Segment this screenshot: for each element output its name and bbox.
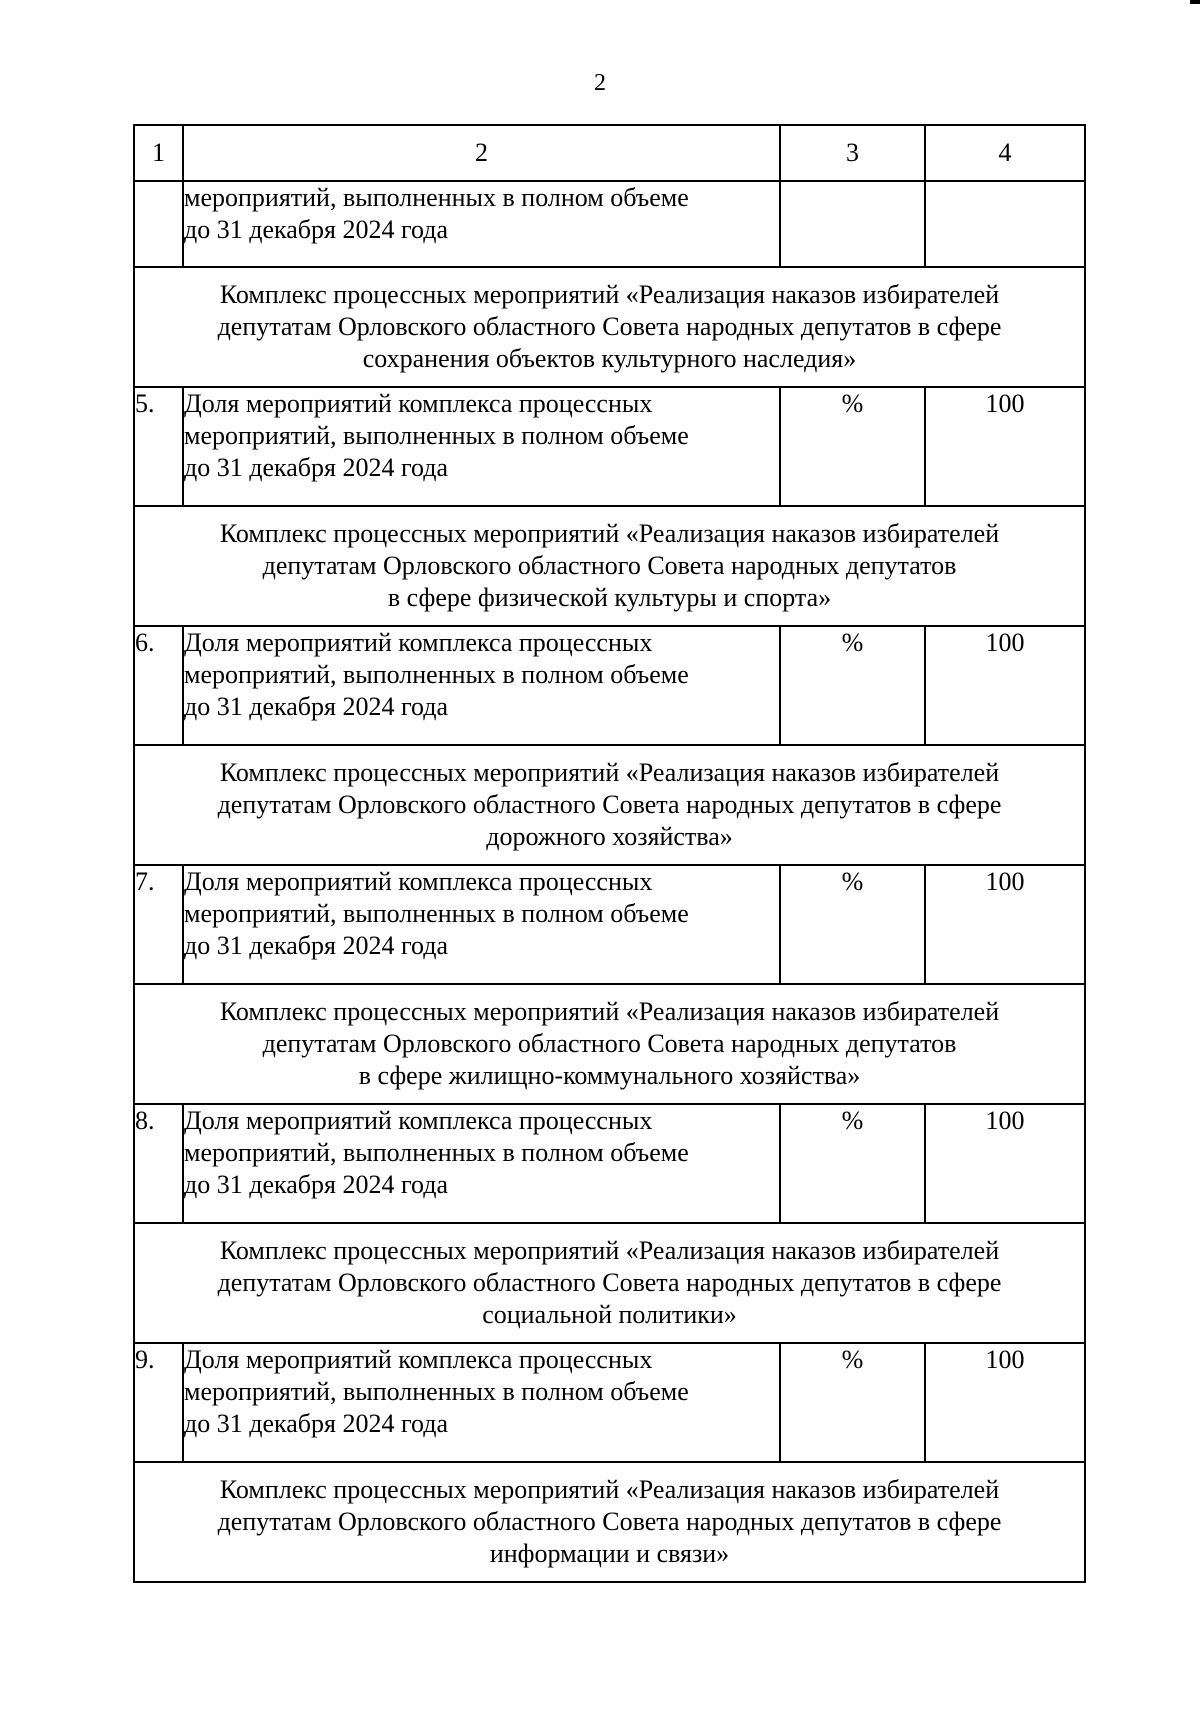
- row-unit: [780, 181, 925, 267]
- row-value: 100: [925, 1104, 1085, 1223]
- row-number: 5.: [134, 387, 183, 506]
- table-row: [134, 865, 1085, 984]
- header-cell-3: 3: [780, 125, 925, 181]
- table-row: [134, 626, 1085, 745]
- row-number: 7.: [134, 865, 183, 984]
- header-cell-1: 1: [134, 125, 183, 181]
- row-number: 6.: [134, 626, 183, 745]
- table-header-row: [134, 125, 1085, 181]
- row-unit: %: [780, 1343, 925, 1462]
- section-title: Комплекс процессных мероприятий «Реализация наказов избирателей депутатам Орловского областного Совета народных депутатов в сфере жилищно-коммунального хозяйства»: [134, 984, 1085, 1104]
- row-unit: %: [780, 1104, 925, 1223]
- section-row: [134, 1462, 1085, 1582]
- section-row: [134, 1223, 1085, 1343]
- table-row: [134, 387, 1085, 506]
- indicators-table: [133, 124, 1086, 1583]
- row-description: мероприятий, выполненных в полном объеме до 31 декабря 2024 года: [183, 181, 780, 267]
- section-row: [134, 745, 1085, 865]
- row-number: 8.: [134, 1104, 183, 1223]
- section-title: Комплекс процессных мероприятий «Реализация наказов избирателей депутатам Орловского областного Совета народных депутатов в сфере информации и связи»: [134, 1462, 1085, 1582]
- row-number-cell: [134, 181, 183, 267]
- row-description: Доля мероприятий комплекса процессных мероприятий, выполненных в полном объеме до 31 декабря 2024 года: [183, 1104, 780, 1223]
- table-row: [134, 1104, 1085, 1223]
- header-cell-2: 2: [183, 125, 780, 181]
- section-row: [134, 267, 1085, 387]
- row-number: 9.: [134, 1343, 183, 1462]
- section-title: Комплекс процессных мероприятий «Реализация наказов избирателей депутатам Орловского областного Совета народных депутатов в сфере сохранения объектов культурного наследия»: [134, 267, 1085, 387]
- section-title: Комплекс процессных мероприятий «Реализация наказов избирателей депутатам Орловского областного Совета народных депутатов в сфере дорожного хозяйства»: [134, 745, 1085, 865]
- row-value: 100: [925, 387, 1085, 506]
- section-title: Комплекс процессных мероприятий «Реализация наказов избирателей депутатам Орловского областного Совета народных депутатов в сфере физической культуры и спорта»: [134, 506, 1085, 626]
- header-cell-4: 4: [925, 125, 1085, 181]
- table-row: [134, 1343, 1085, 1462]
- row-description: Доля мероприятий комплекса процессных мероприятий, выполненных в полном объеме до 31 декабря 2024 года: [183, 865, 780, 984]
- scan-edge-mark: [1190, 0, 1200, 4]
- row-unit: %: [780, 387, 925, 506]
- row-description: Доля мероприятий комплекса процессных мероприятий, выполненных в полном объеме до 31 декабря 2024 года: [183, 387, 780, 506]
- row-unit: %: [780, 626, 925, 745]
- table-body: [134, 125, 1085, 1582]
- row-description: Доля мероприятий комплекса процессных мероприятий, выполненных в полном объеме до 31 декабря 2024 года: [183, 1343, 780, 1462]
- continuation-row: [134, 181, 1085, 267]
- row-unit: %: [780, 865, 925, 984]
- row-value: [925, 181, 1085, 267]
- row-value: 100: [925, 865, 1085, 984]
- section-row: [134, 506, 1085, 626]
- page-number: 2: [594, 70, 606, 96]
- row-value: 100: [925, 626, 1085, 745]
- row-description: Доля мероприятий комплекса процессных мероприятий, выполненных в полном объеме до 31 декабря 2024 года: [183, 626, 780, 745]
- section-row: [134, 984, 1085, 1104]
- section-title: Комплекс процессных мероприятий «Реализация наказов избирателей депутатам Орловского областного Совета народных депутатов в сфере социальной политики»: [134, 1223, 1085, 1343]
- row-value: 100: [925, 1343, 1085, 1462]
